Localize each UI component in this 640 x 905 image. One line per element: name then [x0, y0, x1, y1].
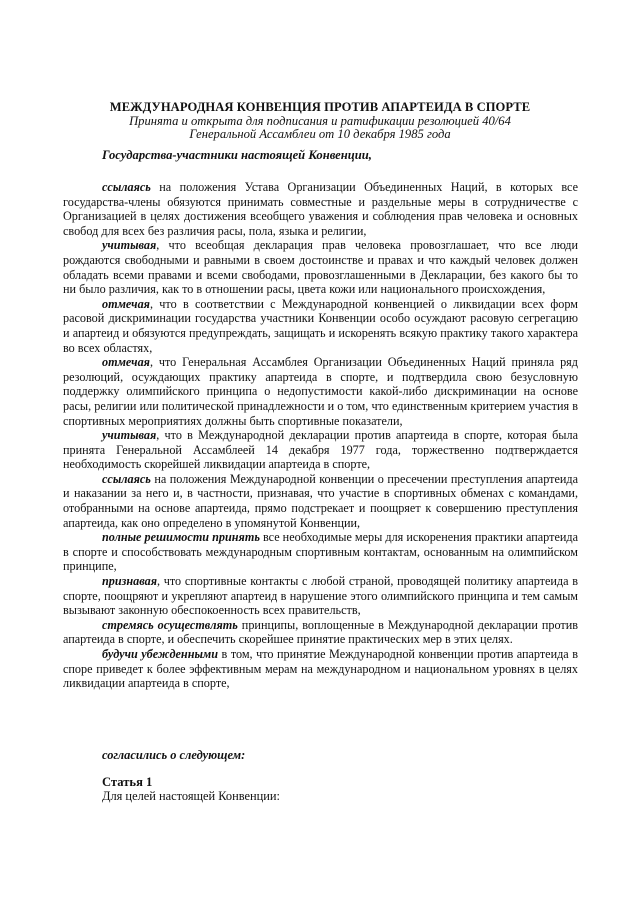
- paragraph: [63, 574, 578, 618]
- subtitle-line-2: Генеральной Ассамблеи от 10 декабря 1985 года: [189, 126, 451, 141]
- paragraph-keyword: стремясь осуществлять: [102, 617, 238, 632]
- article-heading: Статья 1: [102, 775, 153, 789]
- paragraph-text: , что всеобщая декларация прав человека провозглашает, что все люди рождаются свободными и равными в своем достоинстве и правах и что каждый человек должен обладать всеми правами и всеми свободами, провозглашенными в Декларации, без какого бы то ни было различия, как то в отношении расы, цвета кожи или национального происхождения,: [63, 238, 578, 297]
- paragraph-keyword: отмечая: [102, 296, 150, 311]
- paragraph: [63, 297, 578, 355]
- paragraph: [63, 428, 578, 472]
- article-text: Для целей настоящей Конвенции:: [102, 789, 280, 803]
- paragraph-text: , что Генеральная Ассамблея Организации Объединенных Наций приняла ряд резолюций, осуждающих практику апартеида в спорте, и подтвердила свою безусловную поддержку олимпийского принципа о недопустимости какой-либо дискриминации на основе расы, религии или политической принадлежности и о том, что единственным критерием участия в спортивных мероприятиях должны быть спортивные показатели,: [63, 355, 578, 428]
- paragraph-text: в том, что принятие Международной конвенции против апартеида в споре приведет к более эффективным мерам на международном и национальном уровнях в целях ликвидации апартеида в спорте,: [63, 647, 578, 691]
- paragraph: [63, 530, 578, 574]
- paragraph: [63, 238, 578, 296]
- paragraph-text: принципы, воплощенные в Международной декларации против апартеида в спорте, и обеспечить скорейшее принятие практических мер в этих целях.: [63, 617, 578, 647]
- paragraph-text: , что в соответствии с Международной конвенцией о ликвидации всех форм расовой дискриминации государства участники Конвенции особо осуждают расовую сегрегацию и апартеид и обязуются предупреждать, защищать и искоренять всякую практику такого характера во всех областях,: [63, 296, 578, 355]
- paragraph: [63, 472, 578, 530]
- paragraph-text: все необходимые меры для искоренения практики апартеида в спорте и способствовать международным спортивным контактам, основанным на олимпийском принципе,: [63, 530, 578, 574]
- paragraph-keyword: учитывая: [102, 238, 157, 253]
- paragraph: [63, 355, 578, 428]
- paragraph-keyword: учитывая: [102, 428, 157, 443]
- document-subtitle: [0, 115, 640, 140]
- paragraph-keyword: отмечая: [102, 355, 150, 370]
- paragraph-text: , что спортивные контакты с любой страной, проводящей политику апартеида в спорте, поощряют и укрепляют апартеид в нарушение этого олимпийского принципа и тем самым вызывают законную обеспокоенность всех правительств,: [63, 574, 578, 618]
- paragraph-text: на положения Устава Организации Объединенных Наций, в которых все государства-члены обязуются принимать совместные и раздельные меры в сотрудничестве с Организацией в целях достижения всеобщего уважения и соблюдения прав человека и основных свобод для всех без различия расы, пола, языка и религии,: [63, 180, 578, 238]
- preamble-heading: Государства-участники настоящей Конвенции,: [102, 148, 372, 162]
- paragraph-keyword: признавая: [102, 574, 157, 589]
- paragraph-keyword: полные решимости принять: [102, 530, 260, 545]
- paragraph-keyword: будучи убежденными: [102, 647, 219, 661]
- paragraph: [63, 180, 578, 238]
- paragraph: [63, 618, 578, 647]
- agreement-clause: согласились о следующем:: [102, 748, 246, 762]
- paragraph-keyword: ссылаясь: [102, 471, 151, 486]
- paragraph-text: , что в Международной декларации против апартеида в спорте, которая была принята Генеральной Ассамблеей 14 декабря 1977 года, торжественно подтверждается необходимость скорейшей ликвидации апартеида в спорте,: [63, 428, 578, 472]
- paragraph-keyword: ссылаясь: [102, 180, 151, 194]
- paragraph: [63, 647, 578, 691]
- subtitle-line-1: Принята и открыта для подписания и ратификации резолюцией 40/64: [129, 114, 511, 128]
- paragraph-text: на положения Международной конвенции о пресечении преступления апартеида и наказании за него и, в частности, признавая, что участие в спортивных обменах с командами, отобранными на основе апартеида, прямо подстрекает и поощряет к совершению преступления апартеида, как оно определено в упомянутой Конвенции,: [63, 471, 578, 530]
- preamble-body: [63, 180, 578, 691]
- document-title: МЕЖДУНАРОДНАЯ КОНВЕНЦИЯ ПРОТИВ АПАРТЕИДА В СПОРТЕ: [109, 100, 531, 114]
